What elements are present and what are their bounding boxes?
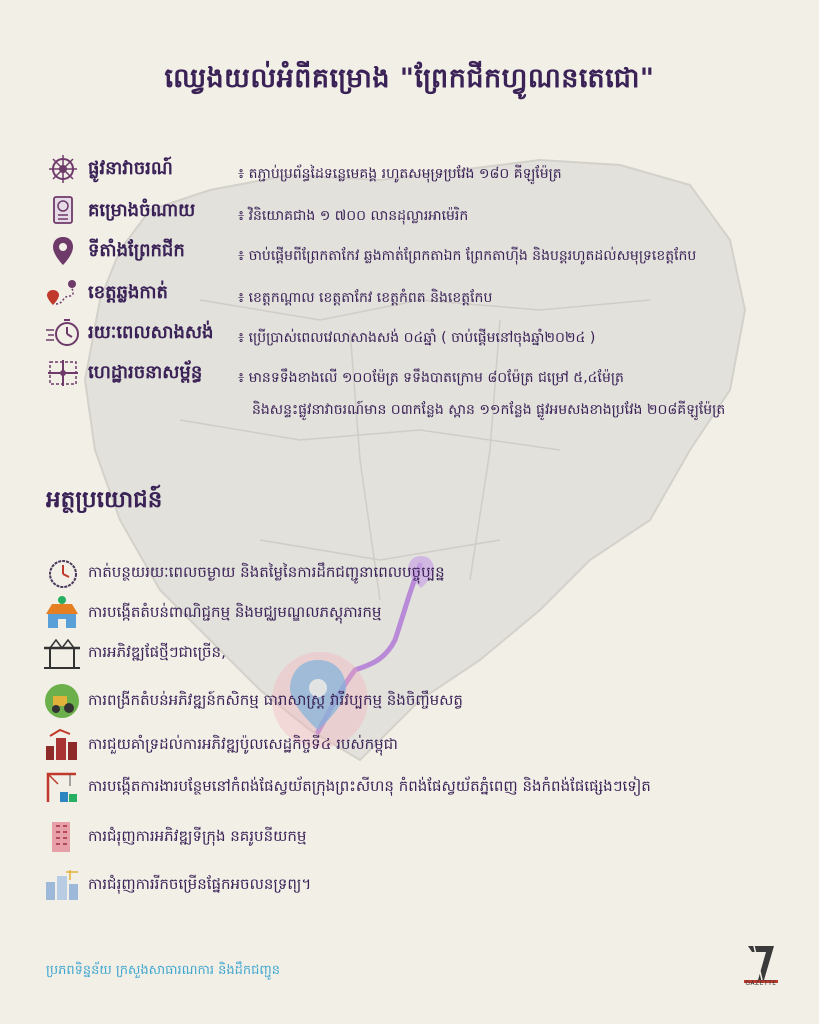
info-row-duration [44, 316, 814, 350]
city-growth-icon [42, 726, 82, 764]
info-label: ទីតាំងព្រែកជីក [88, 240, 185, 261]
crane-bridge-icon [42, 634, 82, 672]
info-value: ៖ ប្រើប្រាស់ពេលវេលាសាងសង់ ០៤ឆ្នាំ ( ចាប់ផ្តើមនៅចុងឆ្នាំ២០២៤ ) [238, 330, 596, 346]
source-credit: ប្រភពទិន្នន័យ ក្រសួងសាធារណការ និងដឹកជញ្ជូន [46, 963, 281, 978]
benefits-heading: អត្ថប្រយោជន៍ [46, 487, 163, 513]
info-value: ៖ ខេត្តកណ្តាល ខេត្តតាកែវ ខេត្តកំពត និងខេត្តកែប [238, 290, 493, 306]
location-pin-icon [44, 234, 82, 268]
info-value: ៖ វិនិយោគជាង ១ ៧០០ លានដុល្លារអាម៉េរិក [238, 208, 469, 224]
benefit-text: ការពង្រីកតំបន់អភិវឌ្ឍន៍កសិកម្ម ធារាសាស្ត្រ វារីវប្បកម្ម និងចិញ្ចឹមសត្វ [88, 691, 463, 709]
clock-icon [42, 554, 82, 592]
benefit-text: ការជួយគាំទ្រដល់ការអភិវឌ្ឍប៉ូលសេដ្ឋកិច្ចទី៤ របស់កម្ពុជា [88, 735, 398, 753]
ship-wheel-icon [44, 152, 82, 186]
logo-text: GAZETTE [745, 980, 777, 987]
info-row-navigation [44, 152, 814, 186]
market-icon [42, 594, 82, 632]
benefit-item [42, 866, 812, 906]
info-row-budget [44, 194, 814, 228]
info-label: រយៈពេលសាងសង់ [88, 322, 214, 343]
info-value: ៖ ចាប់ផ្តើមពីព្រែកតាកែវ ឆ្លងកាត់ព្រែកតាឯក ព្រែកតាហ៊ីង និងបន្តរហូតដល់សមុទ្រខេត្តកែប [238, 248, 697, 264]
page-title: ឈ្វេងយល់អំពីគម្រោង "ព្រែកជីកហ្វូណនតេជោ" [164, 63, 655, 94]
agriculture-icon [42, 682, 82, 720]
stopwatch-icon [44, 316, 82, 350]
info-row-infrastructure [44, 356, 814, 430]
info-value: ៖ តភ្ជាប់ប្រព័ន្ធដៃទន្លេមេគង្គ រហូតសមុទ្រប្រវែង ១៨០ គីឡូម៉ែត្រ [238, 166, 562, 182]
info-value-continued: និងសន្ទះផ្លូវនាវាចរណ៍មាន ០៣កន្លែង ស្ពាន ១១កន្លែង ផ្លូវអមសងខាងប្រវែង ២០៨គីឡូម៉ែត្រ [252, 402, 726, 418]
real-estate-icon [42, 866, 82, 904]
document-money-icon [44, 194, 82, 228]
info-row-provinces [44, 276, 814, 310]
building-icon [42, 818, 82, 856]
info-label: ផ្លូវនាវាចរណ៍ [88, 158, 173, 179]
info-value: ៖ មានទទឹងខាងលើ ១០០ម៉ែត្រ ទទឹងបាតក្រោម ៨០ម៉ែត្រ ជម្រៅ ៥,៤ម៉ែត្រ [238, 370, 624, 386]
benefit-item [42, 768, 812, 808]
info-label: ខេត្តឆ្លងកាត់ [88, 282, 168, 303]
benefit-item [42, 554, 812, 594]
port-crane-icon [42, 768, 82, 806]
benefit-text: ការជំរុញការរីកចម្រើនផ្នែកអចលនទ្រព្យ។ [88, 875, 312, 893]
info-label: គម្រោងចំណាយ [88, 200, 196, 221]
benefit-item [42, 726, 812, 766]
benefit-item [42, 594, 812, 634]
benefit-item [42, 818, 812, 858]
info-label: ហេដ្ឋារចនាសម្ព័ន្ធ [88, 362, 203, 383]
benefit-text: ការជំរុញការអភិវឌ្ឍទីក្រុង នគរូបនីយកម្ម [88, 827, 307, 845]
route-pin-icon [44, 276, 82, 310]
infrastructure-icon [44, 356, 82, 390]
benefit-text: ការអភិវឌ្ឍផែថ្មីៗជាច្រើន, [88, 643, 226, 661]
benefit-item [42, 634, 812, 674]
info-row-location [44, 234, 814, 268]
benefit-text: កាត់បន្ថយរយៈពេលចម្ងាយ និងតម្លៃនៃការដឹកជញ្ជូនាពេលបច្ចុប្បន្ន [88, 563, 445, 581]
benefit-item [42, 682, 812, 722]
benefit-text: ការបង្កើតការងារបន្ថែមនៅកំពង់ផែស្វយ័តក្រុងព្រះសីហនុ កំពង់ផែស្វយ័តភ្នំពេញ និងកំពង់ផែផ្សេងៗទៀត [88, 777, 651, 795]
benefit-text: ការបង្កើតតំបន់ពាណិជ្ជកម្ម និងមជ្ឈមណ្ឌលភស្តុភារកម្ម [88, 603, 382, 621]
